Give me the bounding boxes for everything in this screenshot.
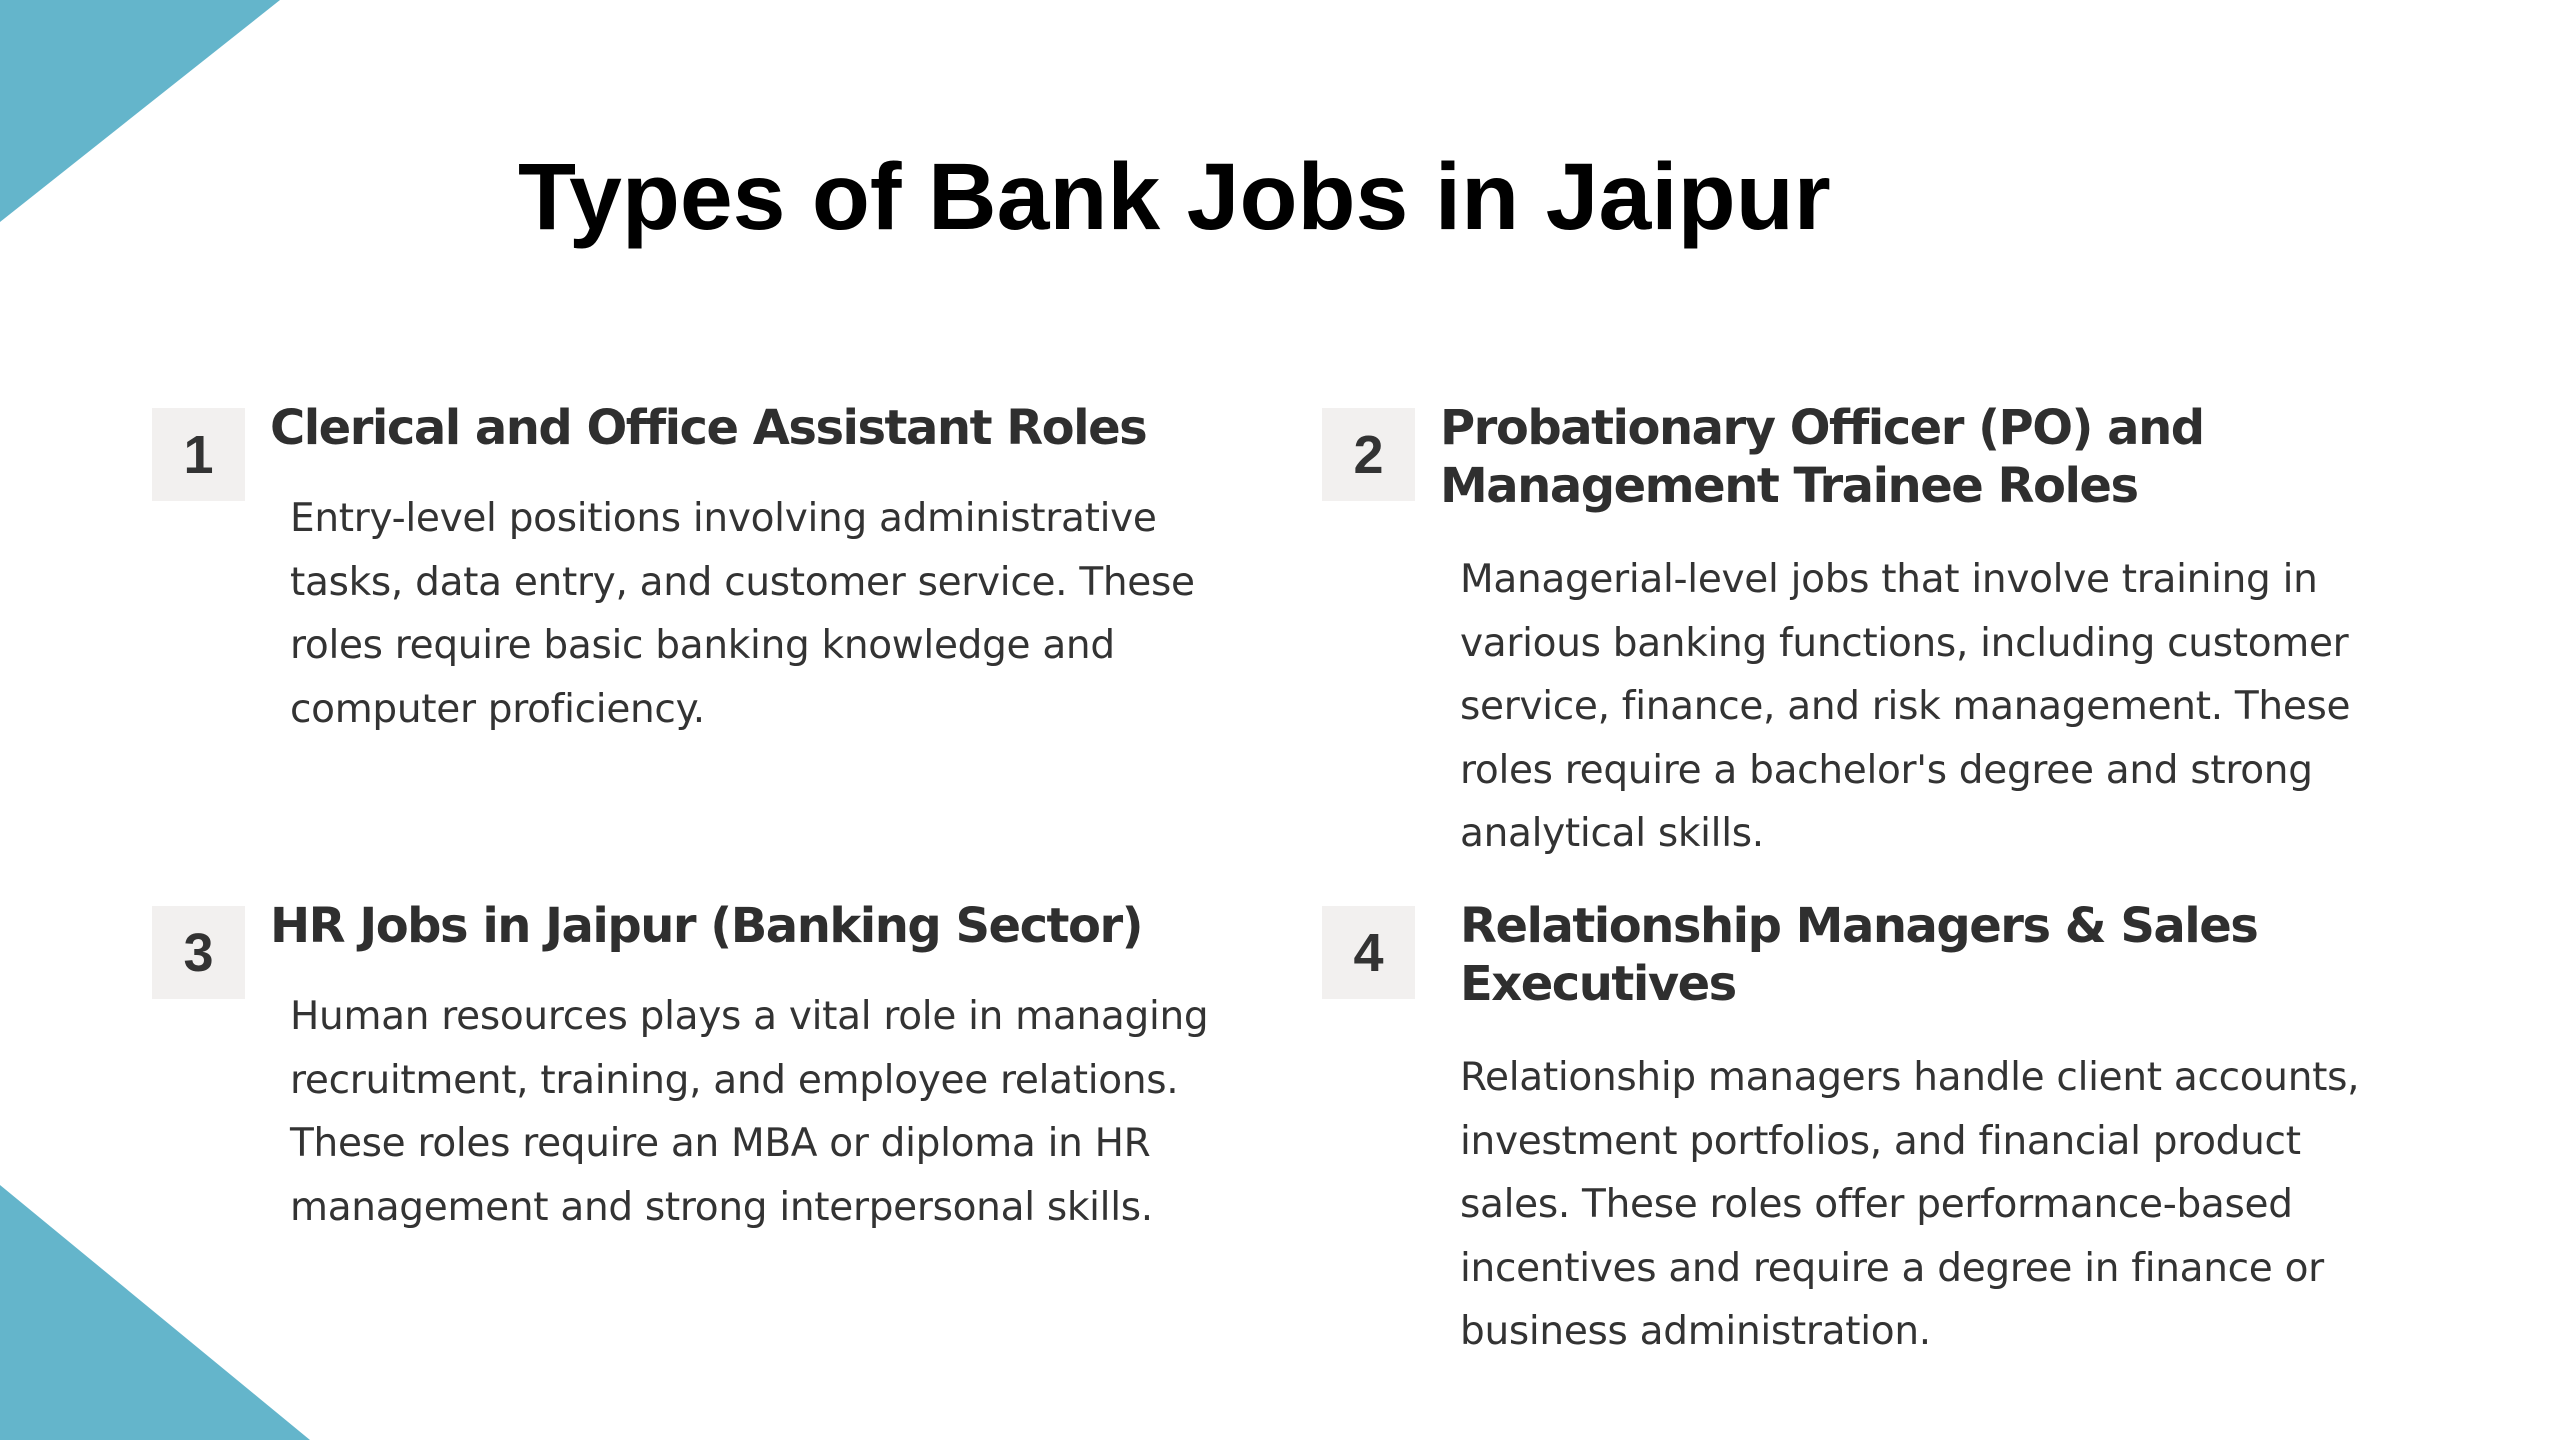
item-title [1440,399,2204,515]
description-line: Entry-level positions involving administrative [290,496,1157,541]
item-title-line: Clerical and Office Assistant Roles [270,400,1147,456]
item-description [290,487,1195,741]
description-line: Relationship managers handle client accounts, [1460,1055,2360,1100]
description-line: These roles require an MBA or diploma in HR [290,1121,1151,1166]
item-title-line: Relationship Managers & Sales [1460,898,2258,954]
item-description [1460,1046,2359,1364]
item-description [290,985,1208,1239]
description-line: sales. These roles offer performance-based [1460,1182,2293,1227]
item-title [270,897,1142,955]
top-left-corner-triangle [0,0,280,222]
description-line: tasks, data entry, and customer service. These [290,559,1195,605]
description-line: analytical skills. [1460,811,1764,856]
description-line: roles require a bachelor's degree and strong [1460,747,2313,793]
bottom-left-corner-triangle [0,1185,310,1440]
item-title-line: Management Trainee Roles [1440,458,2138,514]
slide-title: Types of Bank Jobs in Jaipur [518,144,1831,250]
description-line: various banking functions, including customer [1460,620,2349,666]
description-line: Managerial-level jobs that involve training in [1460,557,2318,602]
item-number-badge: 1 [152,408,245,501]
item-description [1460,548,2350,866]
item-title-line: Probationary Officer (PO) and [1440,400,2204,456]
description-line: recruitment, training, and employee relations. [290,1057,1179,1103]
description-line: roles require basic banking knowledge and [290,623,1115,668]
description-line: computer proficiency. [290,686,705,732]
description-line: business administration. [1460,1309,1931,1354]
item-title [1460,897,2257,1013]
item-title-line: HR Jobs in Jaipur (Banking Sector) [270,898,1143,954]
description-line: incentives and require a degree in finance or [1460,1245,2324,1291]
description-line: service, finance, and risk management. These [1460,684,2351,729]
item-title-line: Executives [1460,956,1736,1012]
description-line: Human resources plays a vital role in managing [290,994,1209,1039]
item-number-badge: 4 [1322,906,1415,999]
item-number-badge: 3 [152,906,245,999]
description-line: management and strong interpersonal skills. [290,1184,1153,1230]
description-line: investment portfolios, and financial product [1460,1118,2301,1164]
item-number-badge: 2 [1322,408,1415,501]
item-title [270,399,1146,457]
